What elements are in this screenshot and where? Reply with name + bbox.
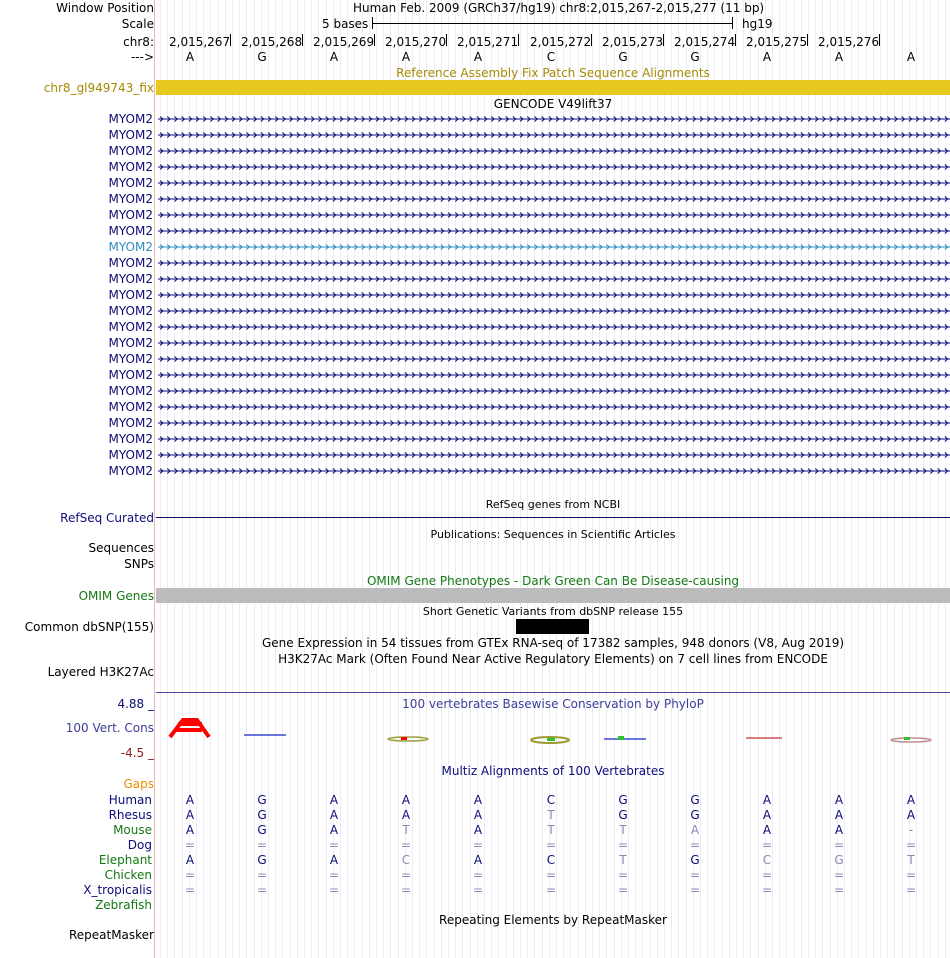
multiz-base: = — [905, 883, 917, 897]
multiz-base: = — [184, 838, 196, 852]
h3k27ac-title: H3K27Ac Mark (Often Found Near Active Regulatory Elements) on 7 cell lines from ENCODE — [278, 652, 828, 666]
multiz-base: = — [256, 838, 268, 852]
ruler-position: 2,015,273 — [602, 35, 664, 49]
multiz-base: = — [761, 838, 773, 852]
multiz-base: A — [762, 808, 772, 822]
refseq-title: RefSeq genes from NCBI — [485, 498, 621, 511]
ruler-tick — [591, 34, 592, 46]
label-sequences[interactable]: Sequences — [88, 541, 154, 555]
gencode-transcript-label[interactable]: MYOM2 — [108, 336, 153, 350]
label-snps[interactable]: SNPs — [124, 557, 154, 571]
multiz-base: = — [256, 883, 268, 897]
phylop-plot[interactable] — [156, 715, 950, 750]
fix-patch-title: Reference Assembly Fix Patch Sequence Alignments — [396, 66, 710, 80]
reference-base: G — [690, 50, 700, 64]
gencode-transcript-label[interactable]: MYOM2 — [108, 304, 153, 318]
multiz-base: T — [619, 853, 627, 867]
multiz-species-label[interactable]: Zebrafish — [95, 898, 152, 912]
label-window-position: Window Position — [56, 1, 154, 15]
gencode-transcript-label[interactable]: MYOM2 — [108, 192, 153, 206]
gencode-transcript-label[interactable]: MYOM2 — [108, 240, 153, 254]
gencode-transcript-label[interactable]: MYOM2 — [108, 384, 153, 398]
scale-text: 5 bases — [322, 17, 369, 31]
gencode-transcript-label[interactable]: MYOM2 — [108, 256, 153, 270]
multiz-base: G — [257, 853, 267, 867]
gencode-transcript-label[interactable]: MYOM2 — [108, 272, 153, 286]
omim-title: OMIM Gene Phenotypes - Dark Green Can Be Disease-causing — [366, 574, 740, 588]
gencode-transcripts[interactable] — [156, 110, 950, 495]
multiz-base: = — [328, 883, 340, 897]
reference-base: A — [762, 50, 772, 64]
multiz-base: A — [906, 808, 916, 822]
multiz-base: = — [400, 883, 412, 897]
phylop-high-peak — [170, 720, 209, 737]
gencode-transcript-label[interactable]: MYOM2 — [108, 448, 153, 462]
gtex-title: Gene Expression in 54 tissues from GTEx RNA-seq of 17382 samples, 948 donors (V8, Aug 2019) — [261, 636, 845, 650]
multiz-species-label[interactable]: Elephant — [98, 853, 152, 867]
multiz-title: Multiz Alignments of 100 Vertebrates — [441, 764, 665, 778]
label-refseq-curated[interactable]: RefSeq Curated — [60, 511, 154, 525]
phylop-max-label: 4.88 _ — [117, 697, 154, 711]
ruler-tick — [735, 34, 736, 46]
gencode-transcript-label[interactable]: MYOM2 — [108, 128, 153, 142]
multiz-base: A — [473, 853, 483, 867]
gencode-transcript-label[interactable]: MYOM2 — [108, 176, 153, 190]
assembly-title: Human Feb. 2009 (GRCh37/hg19) chr8:2,015,267-2,015,277 (11 bp) — [353, 1, 765, 15]
reference-base: A — [401, 50, 411, 64]
multiz-base: T — [402, 823, 410, 837]
label-chrom: chr8: — [123, 35, 154, 49]
multiz-species-label[interactable]: Rhesus — [108, 808, 152, 822]
ruler-tick — [879, 34, 880, 46]
multiz-base: = — [905, 838, 917, 852]
multiz-base: A — [185, 853, 195, 867]
publications-title: Publications: Sequences in Scientific Articles — [430, 528, 676, 541]
multiz-base: = — [761, 868, 773, 882]
multiz-base: A — [401, 793, 411, 807]
label-common-dbsnp[interactable]: Common dbSNP(155) — [24, 620, 154, 634]
ruler-position: 2,015,267 — [169, 35, 231, 49]
phylop-mark-6-dot — [547, 738, 555, 741]
ruler-tick — [302, 34, 303, 46]
multiz-base: G — [257, 823, 267, 837]
multiz-base: C — [546, 853, 556, 867]
label-repeatmasker[interactable]: RepeatMasker — [68, 928, 154, 942]
db-label: hg19 — [742, 17, 773, 31]
dbsnp-title: Short Genetic Variants from dbSNP release 155 — [422, 605, 684, 618]
multiz-base: A — [185, 808, 195, 822]
gencode-transcript-label[interactable]: MYOM2 — [108, 208, 153, 222]
multiz-base: A — [329, 808, 339, 822]
ruler-position: 2,015,276 — [818, 35, 880, 49]
reference-base: A — [185, 50, 195, 64]
phylop-mark-11 — [891, 738, 931, 742]
scale-bar-right-end — [732, 17, 733, 29]
scale-bar-left-end — [372, 17, 373, 29]
multiz-base: = — [545, 868, 557, 882]
scale-bar — [372, 23, 732, 24]
label-100-vert-cons[interactable]: 100 Vert. Cons — [65, 721, 154, 735]
multiz-base: A — [762, 823, 772, 837]
phylop-min-label: -4.5 _ — [120, 746, 154, 760]
multiz-base: - — [908, 823, 914, 837]
multiz-base: = — [689, 883, 701, 897]
ruler-tick — [374, 34, 375, 46]
multiz-base: = — [833, 868, 845, 882]
fix-patch-bar[interactable] — [156, 80, 950, 95]
gencode-transcript-label[interactable]: MYOM2 — [108, 400, 153, 414]
ruler-position: 2,015,268 — [241, 35, 303, 49]
multiz-base: A — [473, 793, 483, 807]
gencode-transcript-label[interactable]: MYOM2 — [108, 352, 153, 366]
reference-base: G — [257, 50, 267, 64]
repeatmasker-title: Repeating Elements by RepeatMasker — [439, 913, 667, 927]
label-strand-arrow: ---> — [130, 50, 154, 64]
reference-base: A — [834, 50, 844, 64]
multiz-base: G — [257, 793, 267, 807]
phylop-top-line — [156, 692, 950, 693]
multiz-base: = — [689, 838, 701, 852]
multiz-base: G — [690, 793, 700, 807]
ruler-tick — [230, 34, 231, 46]
gencode-transcript-label[interactable]: MYOM2 — [108, 160, 153, 174]
ruler-position: 2,015,270 — [385, 35, 447, 49]
multiz-species-label[interactable]: X_tropicalis — [83, 883, 152, 897]
multiz-base: A — [401, 808, 411, 822]
multiz-base: A — [473, 823, 483, 837]
ruler-position: 2,015,271 — [457, 35, 519, 49]
multiz-base: = — [689, 868, 701, 882]
multiz-base: A — [834, 793, 844, 807]
gencode-transcript-label[interactable]: MYOM2 — [108, 288, 153, 302]
multiz-base: = — [328, 868, 340, 882]
multiz-base: G — [618, 808, 628, 822]
multiz-base: = — [617, 868, 629, 882]
phylop-title: 100 vertebrates Basewise Conservation by PhyloP — [402, 697, 704, 711]
label-separator — [154, 0, 155, 958]
multiz-base: = — [184, 883, 196, 897]
multiz-species-label[interactable]: Chicken — [104, 868, 152, 882]
multiz-base: = — [472, 838, 484, 852]
gencode-transcript-label[interactable]: MYOM2 — [108, 144, 153, 158]
multiz-base: T — [907, 853, 915, 867]
multiz-base: = — [184, 868, 196, 882]
multiz-base: = — [617, 883, 629, 897]
multiz-base: A — [834, 808, 844, 822]
refseq-gene-line[interactable] — [156, 517, 950, 518]
multiz-base: A — [690, 823, 700, 837]
multiz-base: A — [329, 853, 339, 867]
multiz-base: A — [762, 793, 772, 807]
reference-base: A — [329, 50, 339, 64]
multiz-base: = — [833, 883, 845, 897]
multiz-base: C — [762, 853, 772, 867]
multiz-base: = — [905, 868, 917, 882]
multiz-base: = — [472, 883, 484, 897]
phylop-mark-4-dot — [401, 737, 407, 740]
multiz-base: = — [545, 883, 557, 897]
multiz-base: G — [618, 793, 628, 807]
ruler-position: 2,015,269 — [313, 35, 375, 49]
gencode-transcript-label[interactable]: MYOM2 — [108, 464, 153, 478]
multiz-base: A — [906, 793, 916, 807]
reference-base: C — [546, 50, 556, 64]
multiz-base: = — [833, 838, 845, 852]
gencode-transcript-label[interactable]: MYOM2 — [108, 224, 153, 238]
multiz-base: = — [400, 868, 412, 882]
multiz-base: = — [545, 838, 557, 852]
gencode-transcript-label[interactable]: MYOM2 — [108, 368, 153, 382]
phylop-mark-4 — [388, 737, 428, 741]
multiz-base: = — [761, 883, 773, 897]
phylop-mark-7-dot — [618, 736, 624, 740]
label-omim-genes[interactable]: OMIM Genes — [78, 589, 154, 603]
ruler-position: 2,015,272 — [530, 35, 592, 49]
gencode-transcript-label[interactable]: MYOM2 — [108, 320, 153, 334]
multiz-base: C — [401, 853, 411, 867]
multiz-base: = — [617, 838, 629, 852]
reference-base: G — [618, 50, 628, 64]
multiz-base: T — [547, 808, 555, 822]
multiz-base: T — [619, 823, 627, 837]
label-gaps[interactable]: Gaps — [123, 777, 154, 791]
multiz-base: = — [328, 838, 340, 852]
multiz-base: T — [547, 823, 555, 837]
multiz-base: A — [834, 823, 844, 837]
multiz-base: = — [472, 868, 484, 882]
reference-base: A — [473, 50, 483, 64]
multiz-base: C — [546, 793, 556, 807]
label-layered-h3k27ac[interactable]: Layered H3K27Ac — [47, 665, 154, 679]
gencode-transcript-label[interactable]: MYOM2 — [108, 416, 153, 430]
ruler-position: 2,015,275 — [746, 35, 808, 49]
ruler-tick — [663, 34, 664, 46]
gencode-title: GENCODE V49lift37 — [493, 97, 613, 111]
ruler-position: 2,015,274 — [674, 35, 736, 49]
multiz-base: A — [329, 823, 339, 837]
multiz-base: = — [256, 868, 268, 882]
multiz-base: = — [400, 838, 412, 852]
multiz-base: G — [690, 853, 700, 867]
dbsnp-variant-block[interactable] — [516, 619, 589, 634]
ruler-tick — [446, 34, 447, 46]
gencode-transcript-label[interactable]: MYOM2 — [108, 432, 153, 446]
multiz-base: A — [185, 823, 195, 837]
multiz-base: A — [185, 793, 195, 807]
multiz-species-label[interactable]: Mouse — [113, 823, 152, 837]
gencode-transcript-label[interactable]: MYOM2 — [108, 112, 153, 126]
multiz-species-label[interactable]: Human — [108, 793, 152, 807]
multiz-base: G — [257, 808, 267, 822]
label-fix-patch[interactable]: chr8_gl949743_fix — [43, 81, 154, 95]
reference-base: A — [906, 50, 916, 64]
ruler-tick — [518, 34, 519, 46]
multiz-base: A — [329, 793, 339, 807]
multiz-species-label[interactable]: Dog — [127, 838, 152, 852]
omim-gene-bar[interactable] — [156, 588, 950, 603]
ruler-tick — [807, 34, 808, 46]
label-scale: Scale — [121, 17, 154, 31]
multiz-base: A — [473, 808, 483, 822]
multiz-base: G — [834, 853, 844, 867]
multiz-base: G — [690, 808, 700, 822]
phylop-mark-11-dot — [904, 737, 910, 740]
